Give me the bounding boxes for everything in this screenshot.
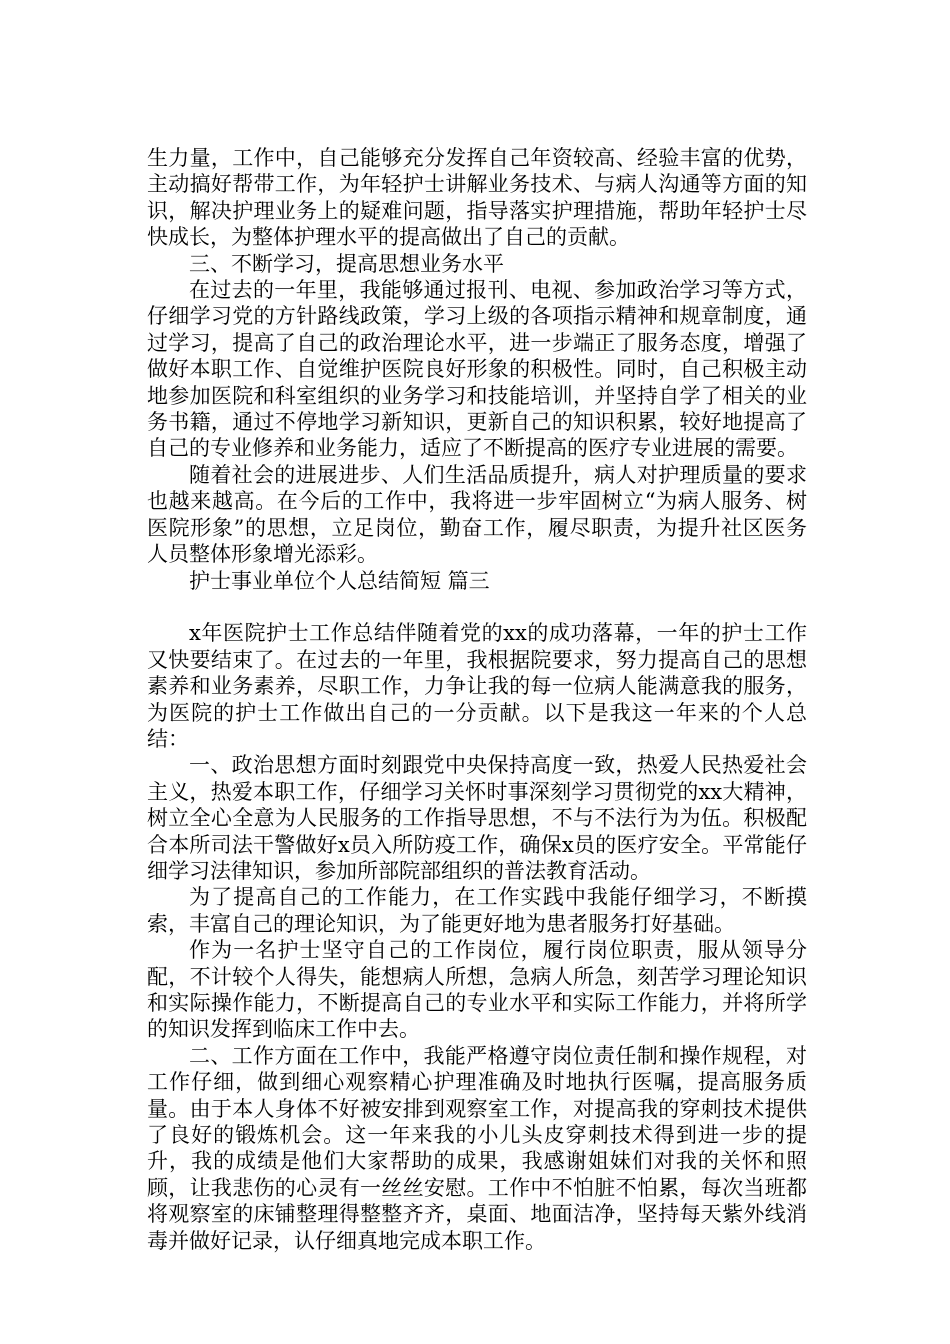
paragraph-ability: 为了提高自己的工作能力，在工作实践中我能仔细学习，不断摸索，丰富自己的理论知识，为了能更好地为患者服务打好基础。 <box>147 885 807 936</box>
paragraph-continuation: 生力量，工作中，自己能够充分发挥自己年资较高、经验丰富的优势，主动搞好帮带工作，为年轻护士讲解业务技术、与病人沟通等方面的知识，解决护理业务上的疑难问题，指导落实护理措施，帮助年轻护士尽快成长，为整体护理水平的提高做出了自己的贡献。 <box>147 146 807 250</box>
paragraph-work: 二、工作方面在工作中，我能严格遵守岗位责任制和操作规程，对工作仔细，做到细心观察精心护理准确及时地执行医嘱，提高服务质量。由于本人身体不好被安排到观察室工作，对提高我的穿刺技术提供了良好的锻炼机会。这一年来我的小儿头皮穿刺技术得到进一步的提升，我的成绩是他们大家帮助的成果，我感谢姐妹们对我的关怀和照顾，让我悲伤的心灵有一丝丝安慰。工作中不怕脏不怕累，每次当班都将观察室的床铺整理得整整齐齐，桌面、地面洁净，坚持每天紫外线消毒并做好记录，认仔细真地完成本职工作。 <box>147 1043 807 1253</box>
paragraph-duty: 作为一名护士坚守自己的工作岗位，履行岗位职责，服从领导分配，不计较个人得失，能想病人所想，急病人所急，刻苦学习理论知识和实际操作能力，不断提高自己的专业水平和实际工作能力，并将所学的知识发挥到临床工作中去。 <box>147 938 807 1042</box>
paragraph-intro: x年医院护士工作总结伴随着党的xx的成功落幕，一年的护士工作又快要结束了。在过去的一年里，我根据院要求，努力提高自己的思想素养和业务素养，尽职工作，力争让我的每一位病人能满意我的服务，为医院的护士工作做出自己的一分贡献。以下是我这一年来的个人总结： <box>147 621 807 751</box>
paragraph-political: 一、政治思想方面时刻跟党中央保持高度一致，热爱人民热爱社会主义，热爱本职工作，仔细学习关怀时事深刻学习贯彻党的xx大精神，树立全心全意为人民服务的工作指导思想，不与不法行为为伍。积极配合本所司法干警做好x员入所防疫工作，确保x员的医疗安全。平常能仔细学习法律知识，参加所部院部组织的普法教育活动。 <box>147 753 807 883</box>
document-page <box>147 145 807 1254</box>
article-title-part-three: 护士事业单位个人总结简短 篇三 <box>189 568 490 593</box>
paragraph-study: 在过去的一年里，我能够通过报刊、电视、参加政治学习等方式，仔细学习党的方针路线政策，学习上级的各项指示精神和规章制度，通过学习，提高了自己的政治理论水平，进一步端正了服务态度，增强了做好本职工作、自觉维护医院良好形象的积极性。同时，自己积极主动地参加医院和科室组织的业务学习和技能培训，并坚持自学了相关的业务书籍，通过不停地学习新知识，更新自己的知识积累，较好地提高了自己的专业修养和业务能力，适应了不断提高的医疗专业进展的需要。 <box>147 278 807 461</box>
blank-line <box>147 594 807 620</box>
section-heading-study: 三、不断学习，提高思想业务水平 <box>189 251 504 276</box>
paragraph-outlook: 随着社会的进展进步、人们生活品质提升，病人对护理质量的要求也越来越高。在今后的工作中，我将进一步牢固树立“为病人服务、树医院形象”的思想，立足岗位，勤奋工作，履尽职责，为提升社区医务人员整体形象增光添彩。 <box>147 462 807 567</box>
